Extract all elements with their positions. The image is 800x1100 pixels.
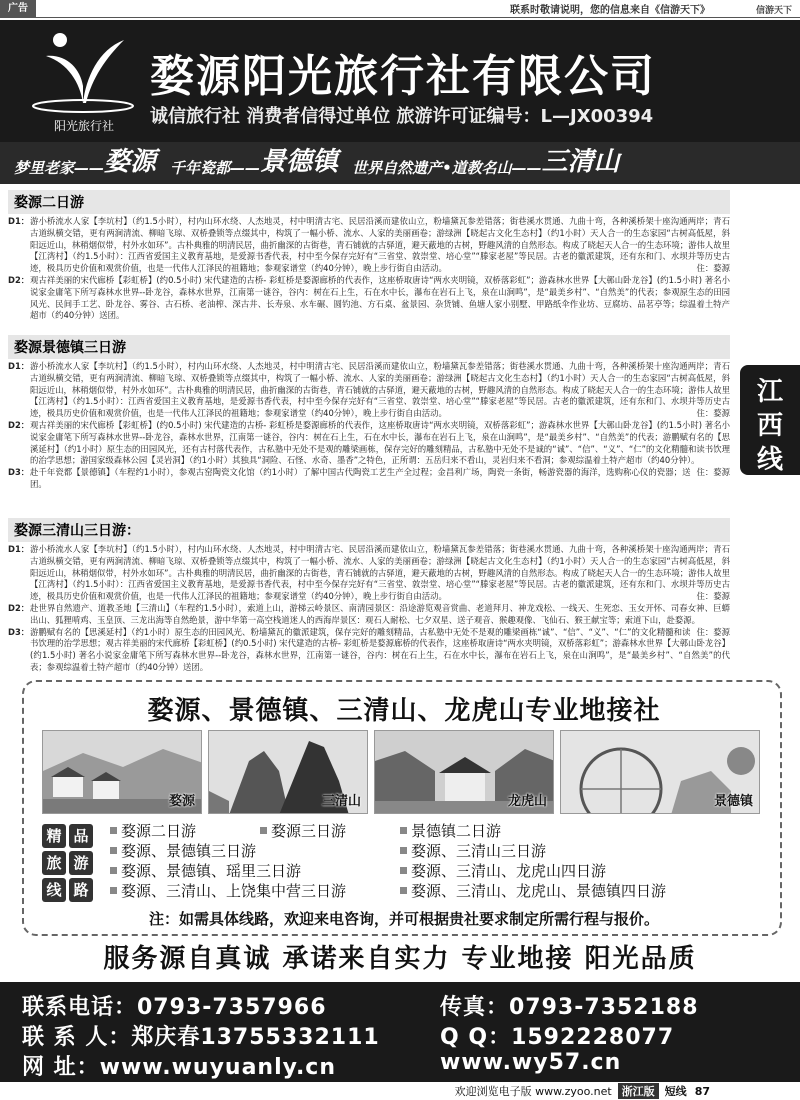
contact-phone[interactable]: 联系电话：0793-7357966 xyxy=(22,995,327,1020)
itinerary-section xyxy=(0,518,730,674)
service-slogan: 服务源自真诚 承诺来自实力 专业地接 阳光品质 xyxy=(103,944,697,974)
day-label: D1： xyxy=(8,361,30,371)
contact-block xyxy=(0,982,800,1082)
day-text: 游小桥流水人家【李坑村】（约1.5小时），村内山环水绕、人杰地灵，村中明清古宅、民居沿溪而建依山立，粉墙黛瓦参差错落；街巷溪水贯通、九曲十弯，各种溪桥架十座沟通两岸；青石古道纵横交错，更有两涧清流、柳暗飞琼、双桥叠锁等点缀其中，构筑了一幅小桥、流水、人家的美丽画卷；游绿洲【晓起古文化生态村】（约1小时）天人合一的生态家园“古树高低屋，斜阳远近山，林稍烟似带，村外水如环”。古朴典雅的明清民居，曲折幽深的古街巷，青石铺就的古驿道，避天蔽地的古树，野趣风清的自然形态。构成了晓起天人合一的生态环境；游伟人故里【江湾村】（约1.5小时）：江西省爱国主义教育基地，是爱源书香代表，村中至今保存完好有“三省堂、敦崇堂、培心堂”“滕家老屋”等民居。古老的徽派建筑，还有东和门、水坝并等历史古迹，极具历史价值和观赏价值，也是一代伟人江泽民的祖籍地；参观家谱堂（约40分钟），晚上步行街自由活动。 xyxy=(30,216,730,274)
day-text: 观古祥美丽的宋代廊桥【彩虹桥】(约0.5小时) 宋代建造的古桥- 彩虹桥是婺源廊桥的代表作，这座桥取唐诗“两水夹明镜，双桥落彩虹”；游森林水世界【大鄣山卧龙谷】(约1.5小时) 著名小说家金庸笔下所写森林水世界--卧龙谷，森林水世界，江南第一谜谷，谷内：树在石上生，石在水中长，瀑布在岩石上飞，泉在山涧鸣”，是“最美乡村”、“自然美”的代表；参观原生态的田园风光、民间手工艺、卧龙谷、雾谷、古石桥、老油榨、深古井、长寿泉、水车碾、圆钓池、方石桌、盆景园、杂货铺、鱼塘人家小别墅、甲路纸伞作业坊、豆腐坊、品茗亭等；综温着土特产超市（约40分钟）送团。 xyxy=(30,274,730,321)
company-logo xyxy=(28,28,138,134)
contact-fax[interactable]: 传真：0793-7352188 xyxy=(440,995,699,1020)
day-text: 赴千年瓷都【景德镇】（车程约1小时），参观古窑陶瓷文化馆（约1小时）了解中国古代陶瓷工艺生产全过程；金昌利广场，陶瓷一条街，畅游瓷器的海洋，选购称心仪的瓷器；送团。 xyxy=(30,467,691,489)
region-side-tab xyxy=(740,365,800,475)
route-item xyxy=(400,880,666,901)
itinerary-day xyxy=(8,467,730,491)
route-label: 婺源、景德镇三日游 xyxy=(121,842,257,860)
contact-website[interactable]: 网 址：www.wuyuanly.cn xyxy=(22,1055,337,1080)
brand-logo-text: 信游天下 xyxy=(755,6,792,16)
itinerary-day xyxy=(8,627,730,674)
bullet-square-icon xyxy=(110,847,117,854)
day-label: D1： xyxy=(8,544,30,554)
badge-char: 线 xyxy=(42,878,66,902)
itinerary-section xyxy=(0,335,730,491)
slogan-destination: 景德镇 xyxy=(260,147,339,177)
contact-qq[interactable]: Q Q：1592228077 xyxy=(440,1025,675,1050)
route-item xyxy=(400,820,501,841)
route-label: 婺源二日游 xyxy=(121,822,197,840)
slogan-prefix: 千年瓷都—— xyxy=(170,159,261,177)
itinerary-title: 婺源景德镇三日游 xyxy=(8,335,730,359)
contact-person[interactable]: 联 系 人：郑庆春13755332111 xyxy=(22,1025,380,1050)
logo-text: 阳光旅行社 xyxy=(53,119,114,133)
route-item xyxy=(110,880,346,901)
bullet-square-icon xyxy=(400,827,407,834)
side-tab-char: 江 xyxy=(756,377,783,407)
badge-char: 品 xyxy=(69,824,93,848)
bullet-square-icon xyxy=(400,847,407,854)
itinerary-title: 婺源二日游 xyxy=(8,190,730,214)
slogan-destination: 三清山 xyxy=(541,147,620,177)
day-text: 游小桥流水人家【李坑村】（约1.5小时），村内山环水绕、人杰地灵，村中明清古宅、民居沿溪而建依山立，粉墙黛瓦参差错落；街巷溪水贯通、九曲十弯，各种溪桥架十座沟通两岸；青石古道纵横交错，更有两涧清流、柳暗飞琼、双桥叠锁等点缀其中，构筑了一幅小桥、流水、人家的美丽画卷；游绿洲【晓起古文化生态村】（约1小时）天人合一的生态家园“古树高低屋，斜阳远近山，林稍烟似带，村外水如环”。古朴典雅的明清民居，曲折幽深的古街巷，青石铺就的古驿道，避天蔽地的古树，野趣风清的自然形态。构成了晓起天人合一的生态环境；游伟人故里【江湾村】（约1.5小时）：江西省爱国主义教育基地，是爱源书香代表，村中至今保存完好有“三省堂、敦崇堂、培心堂”“滕家老屋”等民居。古老的徽派建筑，还有东和门、水坝并等历史古迹，极具历史价值和观赏价值，也是一代伟人江泽民的祖籍地；参观家谱堂（约40分钟），晚上步行街自由活动。 xyxy=(30,544,730,602)
badge-char: 游 xyxy=(69,851,93,875)
company-header xyxy=(0,20,800,142)
page-number: 87 xyxy=(694,1084,710,1098)
photo-sanqingshan xyxy=(208,730,368,814)
bullet-square-icon xyxy=(110,887,117,894)
day-text: 赴世界自然遗产、道教圣地【三清山】（车程约1.5小时），索道上山，游梯云岭景区、南清园景区：沿途游览观音赏曲、老道拜月、神龙戏松、一线天、生死恋、玉女开怀、司春女神、巨蟒出山、狐狸啃鸡、玉皇顶、三龙出海等自然绝景，游中华第一高空栈道迷人的西海岸景区：观石人耐松、七夕双星、送子观音、猴趣观像、飞仙石、猴王献宝等；索道下山，赴婺源。 xyxy=(30,602,730,625)
day-label: D3： xyxy=(8,467,30,478)
badge-char: 旅 xyxy=(42,851,66,875)
route-label: 婺源、三清山三日游 xyxy=(411,842,547,860)
sun-sprout-icon xyxy=(28,28,138,118)
photo-caption: 景德镇 xyxy=(713,794,753,809)
route-label: 婺源、三清山、龙虎山、景德镇四日游 xyxy=(411,882,667,900)
day-label: D2： xyxy=(8,602,30,613)
route-label: 景德镇二日游 xyxy=(411,822,502,840)
itinerary-section xyxy=(0,190,730,322)
company-name: 婺源阳光旅行社有限公司 xyxy=(150,51,656,102)
promo-note: 注：如需具体线路，欢迎来电咨询，并可根据贵社要求制定所需行程与报价。 xyxy=(148,910,659,928)
route-item xyxy=(110,860,301,881)
photo-wuyuan xyxy=(42,730,202,814)
day-text: 观古祥美丽的宋代廊桥【彩虹桥】(约0.5小时) 宋代建造的古桥- 彩虹桥是婺源廊桥的代表作，这座桥取唐诗“两水夹明镜，双桥落彩虹”；游森林水世界【大鄣山卧龙谷】(约1.5小时) 著名小说家金庸笔下所写森林水世界--卧龙谷，森林水世界，江南第一谜谷，谷内：树在石上生，石在水中长，瀑布在岩石上飞，泉在山涧鸣”，是“最美乡村”、“自然美”的代表；游鹏赋有名的【思溪延村】（约1小时）原生态的田园风光，还有古村落代表作，古私塾中无处不是观的雕梁画栋，保存完好的雕刻精品，古私塾中无处不是诚的“诚”、“信”、“义”、“仁”的文化精髓和读书饮理的治学思想；游国家级森林公园【灵岩洞】（约1小时）其独具“洞险、石怪、水奇、墨香”之特色，正所谓：五岳归来不看山，灵岩归来不看洞；参观综温着土特产超市（约40分钟）。 xyxy=(30,419,730,466)
badge-char: 路 xyxy=(69,878,93,902)
bullet-square-icon xyxy=(110,827,117,834)
itinerary-day xyxy=(8,216,730,275)
day-text: 游小桥流水人家【李坑村】（约1.5小时），村内山环水绕、人杰地灵，村中明清古宅、民居沿溪而建依山立，粉墙黛瓦参差错落；街巷溪水贯通、九曲十弯，各种溪桥架十座沟通两岸；青石古道纵横交错，更有两涧清流、柳暗飞琼、双桥叠锁等点缀其中，构筑了一幅小桥、流水、人家的美丽画卷；游绿洲【晓起古文化生态村】（约1小时）天人合一的生态家园“古树高低屋，斜阳远近山，林稍烟似带，村外水如环”。古朴典雅的明清民居，曲折幽深的古街巷，青石铺就的古驿道，避天蔽地的古树，野趣风清的自然形态。构成了晓起天人合一的生态环境；游伟人故里【江湾村】（约1.5小时）：江西省爱国主义教育基地，是爱源书香代表，村中至今保存完好有“三省堂、敦崇堂、培心堂”“滕家老屋”等民居。古老的徽派建筑，还有东和门、水坝并等历史古迹，极具历史价值和观赏价值，也是一代伟人江泽民的祖籍地；参观家谱堂（约40分钟），晚上步行街自由活动。 xyxy=(30,361,730,419)
badge-char: 精 xyxy=(42,824,66,848)
photo-caption: 三清山 xyxy=(321,794,361,809)
slogan-prefix: 世界自然遗产•道教名山—— xyxy=(352,159,542,177)
itinerary-day xyxy=(8,544,730,603)
day-stay: 住：婺源 xyxy=(696,591,730,602)
day-label: D3： xyxy=(8,626,30,637)
side-tab-char: 西 xyxy=(756,411,783,441)
slogan-destination: 婺源 xyxy=(104,147,157,177)
footer-site[interactable]: 欢迎浏览电子版 www.zyoo.net xyxy=(454,1085,612,1098)
bullet-square-icon xyxy=(110,867,117,874)
company-subtitle: 诚信旅行社 消费者信得过单位 旅游许可证编号：L—JX00394 xyxy=(150,106,654,127)
source-notice: 联系时敬请说明，您的信息来自《信游天下》 xyxy=(510,5,710,16)
bullet-square-icon xyxy=(400,867,407,874)
bullet-square-icon xyxy=(260,827,267,834)
route-label: 婺源三日游 xyxy=(271,822,347,840)
day-label: D1： xyxy=(8,216,30,226)
bullet-square-icon xyxy=(400,887,407,894)
route-item xyxy=(260,820,346,841)
day-stay: 住：婺源 xyxy=(696,263,730,274)
day-stay: 住：婺源 xyxy=(696,408,730,419)
itinerary-day xyxy=(8,361,730,420)
footer-category: 短线 xyxy=(664,1085,687,1098)
photo-caption: 龙虎山 xyxy=(507,794,547,809)
route-item xyxy=(110,820,196,841)
page-footer xyxy=(0,1082,800,1100)
day-text: 游鹏赋有名的【思溪延村】（约1小时）原生态的田园风光、粉墙黛瓦的徽派建筑，保存完好的雕刻精品，古私塾中无处不是观的雕梁画栋“诚”、“信”、“义”、“仁”的文化精髓和读书饮理的治学思想；观古祥美丽的宋代廊桥【彩虹桥】(约0.5小时) 宋代建造的古桥- 彩虹桥是婺源廊桥的代表作，这座桥取唐诗“两水夹明镜，双桥落彩虹”；游森林水世界【大鄣山卧龙谷】(约1.5小时) 著名小说家金庸笔下所写森林水世界--卧龙谷，森林水世界，江南第一谜谷，谷内：树在石上生，石在水中长，瀑布在岩石上飞，泉在山涧鸣”，是“最美乡村”、“自然美”的代表；参观综温着土特产超市（约40分钟）送团。 xyxy=(30,626,730,672)
contact-website-alt[interactable]: www.wy57.cn xyxy=(440,1050,622,1075)
route-item xyxy=(400,860,606,881)
route-label: 婺源、三清山、上饶集中营三日游 xyxy=(121,882,347,900)
route-item xyxy=(400,840,546,861)
ad-label: 广告 xyxy=(0,0,36,18)
featured-routes-badge xyxy=(42,824,96,905)
photo-longhushan xyxy=(374,730,554,814)
photo-jingdezhen xyxy=(560,730,760,814)
route-label: 婺源、景德镇、瑶里三日游 xyxy=(121,862,302,880)
day-label: D2： xyxy=(8,419,30,430)
day-stay: 住：婺源 xyxy=(696,626,730,637)
promo-box xyxy=(22,680,782,936)
itinerary-title: 婺源三清山三日游： xyxy=(8,518,730,542)
route-item xyxy=(110,840,256,861)
day-stay: 住：婺源 xyxy=(696,467,730,478)
route-label: 婺源、三清山、龙虎山四日游 xyxy=(411,862,607,880)
slogan-bar xyxy=(0,142,800,184)
photo-caption: 婺源 xyxy=(168,794,195,809)
day-label: D2： xyxy=(8,274,30,285)
top-bar xyxy=(0,0,800,18)
slogan-prefix: 梦里老家—— xyxy=(14,159,105,177)
itinerary-day xyxy=(8,275,730,322)
footer-edition: 浙江版 xyxy=(618,1083,659,1099)
side-tab-char: 线 xyxy=(756,445,783,475)
promo-title: 婺源、景德镇、三清山、龙虎山专业地接社 xyxy=(147,696,661,726)
